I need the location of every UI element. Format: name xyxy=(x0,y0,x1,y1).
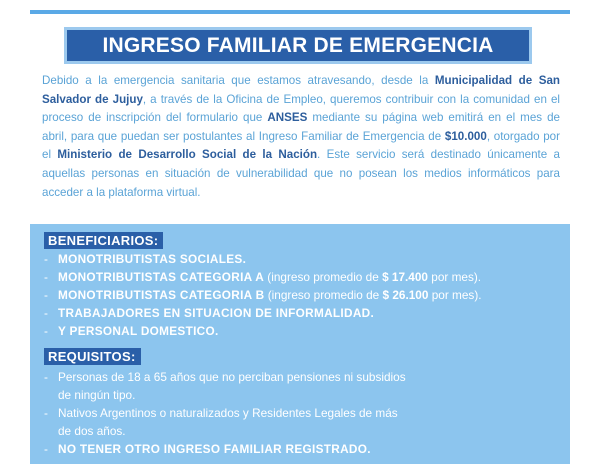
intro-paragraph xyxy=(42,72,560,202)
intro-text: . Este servicio será destinado únicamente a aquellas personas en situación de vulnerabilidad que no posean los medios informáticos para acceder a la plataforma virtual. xyxy=(42,148,560,199)
intro-text: Debido a la emergencia sanitaria que estamos atravesando, desde la xyxy=(42,74,435,87)
requisitos-heading: REQUISITOS: xyxy=(44,348,141,365)
beneficiarios-heading: BENEFICIARIOS: xyxy=(44,232,163,249)
list-item: - Nativos Argentinos o naturalizados y Residentes Legales de más xyxy=(44,406,398,420)
requisitos-list xyxy=(44,368,564,458)
list-item: - MONOTRIBUTISTAS SOCIALES. xyxy=(44,252,247,266)
info-panel xyxy=(30,224,570,464)
list-item: - MONOTRIBUTISTAS CATEGORIA B (ingreso promedio de $ 26.100 por mes). xyxy=(44,288,482,302)
list-item: - Y PERSONAL DOMESTICO. xyxy=(44,324,219,338)
intro-highlight: ANSES xyxy=(267,111,308,125)
list-item: - Personas de 18 a 65 años que no perciban pensiones ni subsidios xyxy=(44,370,406,384)
list-item: - NO TENER OTRO INGRESO FAMILIAR REGISTRADO. xyxy=(44,442,371,456)
intro-highlight: Ministerio de Desarrollo Social de la Nación xyxy=(57,148,318,162)
list-item: - TRABAJADORES EN SITUACION DE INFORMALIDAD. xyxy=(44,306,375,320)
intro-text: mediante su página web emitirá en el mes de abril, para que puedan ser postulantes al Ingreso Familiar de Emergencia de xyxy=(42,111,560,143)
top-divider xyxy=(30,10,570,14)
list-item: - MONOTRIBUTISTAS CATEGORIA A (ingreso promedio de $ 17.400 por mes). xyxy=(44,270,482,284)
intro-text: , a través de la Oficina de Empleo, queremos contribuir con la comunidad en el proceso de inscripción del formulario que xyxy=(42,92,560,125)
list-item-continuation: de ningún tipo. xyxy=(58,388,136,402)
intro-text: , otorgado por el xyxy=(42,129,560,162)
title-banner xyxy=(64,27,532,64)
beneficiarios-list xyxy=(44,250,564,340)
intro-highlight: Municipalidad de San Salvador de Jujuy xyxy=(42,74,560,106)
list-item-continuation: de dos años. xyxy=(58,424,126,438)
page-title: INGRESO FAMILIAR DE EMERGENCIA xyxy=(102,33,494,57)
intro-highlight: $10.000 xyxy=(444,129,487,143)
